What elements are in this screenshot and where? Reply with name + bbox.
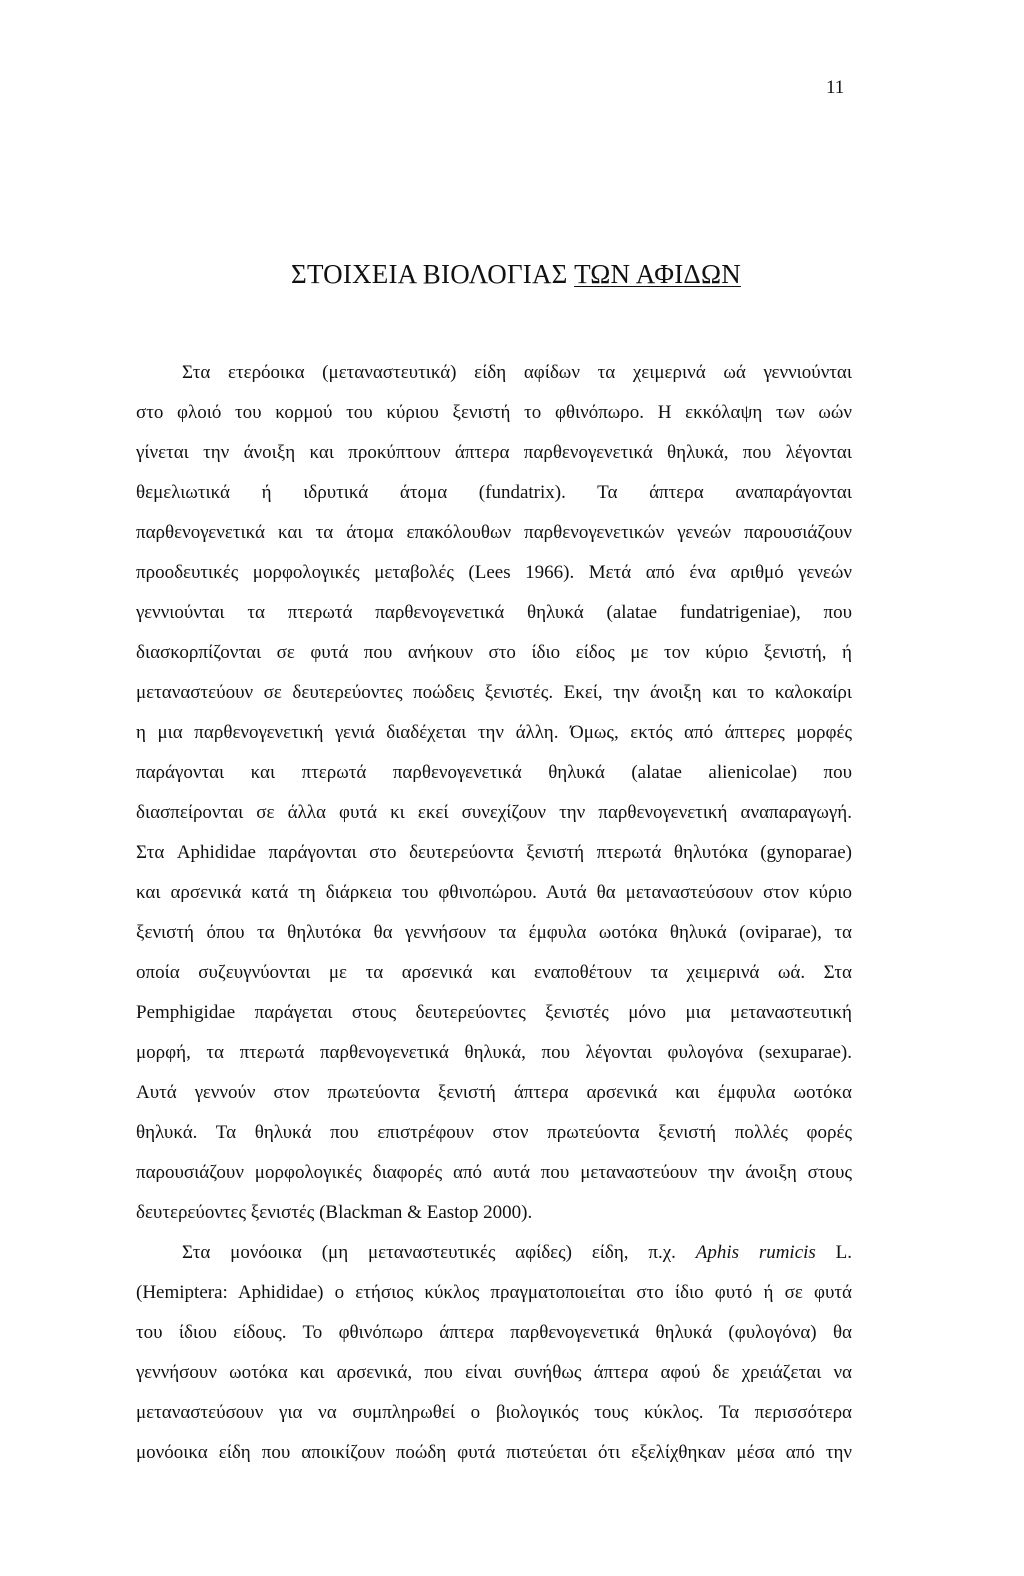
text-line: [182, 1236, 852, 1270]
text-line: θεμελιωτικά ή ιδρυτικά άτομα (fundatrix). Τα άπτερα αναπαράγονται: [136, 482, 852, 503]
text-line: γίνεται την άνοιξη και προκύπτουν άπτερα παρθενογενετικά θηλυκά, που λέγονται: [136, 442, 852, 463]
text-line: Στα Aphididae παράγονται στο δευτερεύοντα ξενιστή πτερωτά θηλυτόκα (gynoparae): [136, 842, 852, 863]
text-line: παρουσιάζουν μορφολογικές διαφορές από αυτά που μεταναστεύουν την άνοιξη στους: [136, 1162, 852, 1183]
text-line: διασκορπίζονται σε φυτά που ανήκουν στο ίδιο είδος με τον κύριο ξενιστή, ή: [136, 642, 852, 663]
text-line: οποία συζευγνύονται με τα αρσενικά και εναποθέτουν τα χειμερινά ωά. Στα: [136, 962, 852, 983]
text-line: μονόοικα είδη που αποικίζουν ποώδη φυτά πιστεύεται ότι εξελίχθηκαν μέσα από την: [136, 1442, 852, 1463]
title-part-2: ΤΩΝ ΑΦΙΔΩΝ: [574, 259, 741, 289]
text-line: στο φλοιό του κορμού του κύριου ξενιστή το φθινόπωρο. Η εκκόλαψη των ωών: [136, 402, 852, 423]
text-line: (Hemiptera: Aphididae) ο ετήσιος κύκλος πραγματοποιείται στο ίδιο φυτό ή σε φυτά: [136, 1282, 852, 1303]
text-line: παρθενογενετικά και τα άτομα επακόλουθων παρθενογενετικών γενεών παρουσιάζουν: [136, 522, 852, 543]
text-line: γεννήσουν ωοτόκα και αρσενικά, που είναι συνήθως άπτερα αφού δε χρειάζεται να: [136, 1362, 852, 1383]
text-line: μεταναστεύουν σε δευτερεύοντες ποώδεις ξενιστές. Εκεί, την άνοιξη και το καλοκαίρι: [136, 682, 852, 703]
text-line: γεννιούνται τα πτερωτά παρθενογενετικά θηλυκά (alatae fundatrigeniae), που: [136, 602, 852, 623]
text-line: μορφή, τα πτερωτά παρθενογενετικά θηλυκά, που λέγονται φυλογόνα (sexuparae).: [136, 1042, 852, 1063]
title-part-1: ΣΤΟΙΧΕΙΑ ΒΙΟΛΟΓΙΑΣ: [291, 259, 575, 289]
text-line: η μια παρθενογενετική γενιά διαδέχεται την άλλη. Όμως, εκτός από άπτερες μορφές: [136, 722, 852, 743]
text-line: Αυτά γεννούν στον πρωτεύοντα ξενιστή άπτερα αρσενικά και έμφυλα ωοτόκα: [136, 1082, 852, 1103]
text-line: Στα ετερόοικα (μεταναστευτικά) είδη αφίδων τα χειμερινά ωά γεννιούνται: [182, 362, 852, 383]
text-line: του ίδιου είδους. Το φθινόπωρο άπτερα παρθενογενετικά θηλυκά (φυλογόνα) θα: [136, 1322, 852, 1343]
text-line: προοδευτικές μορφολογικές μεταβολές (Lees 1966). Μετά από ένα αριθμό γενεών: [136, 562, 852, 583]
text-line: διασπείρονται σε άλλα φυτά κι εκεί συνεχίζουν την παρθενογενετική αναπαραγωγή.: [136, 802, 852, 823]
page-title: [0, 258, 1024, 290]
text-segment: Στα μονόοικα (μη μεταναστευτικές αφίδες) είδη, π.χ.: [182, 1242, 696, 1263]
text-line: μεταναστεύσουν για να συμπληρωθεί ο βιολογικός τους κύκλος. Τα περισσότερα: [136, 1402, 852, 1423]
species-name: Aphis rumicis: [695, 1242, 816, 1263]
text-line: ξενιστή όπου τα θηλυτόκα θα γεννήσουν τα έμφυλα ωοτόκα θηλυκά (oviparae), τα: [136, 922, 852, 943]
text-line: παράγονται και πτερωτά παρθενογενετικά θηλυκά (alatae alienicolae) που: [136, 762, 852, 783]
text-line: Pemphigidae παράγεται στους δευτερεύοντες ξενιστές μόνο μια μεταναστευτική: [136, 1002, 852, 1023]
text-line: δευτερεύοντες ξενιστές (Blackman & Eastop 2000).: [136, 1202, 533, 1223]
text-line: και αρσενικά κατά τη διάρκεια του φθινοπώρου. Αυτά θα μεταναστεύσουν στον κύριο: [136, 882, 852, 903]
text-segment: L.: [815, 1242, 852, 1263]
page-number: 11: [826, 77, 845, 98]
text-line: θηλυκά. Τα θηλυκά που επιστρέφουν στον πρωτεύοντα ξενιστή πολλές φορές: [136, 1122, 852, 1143]
